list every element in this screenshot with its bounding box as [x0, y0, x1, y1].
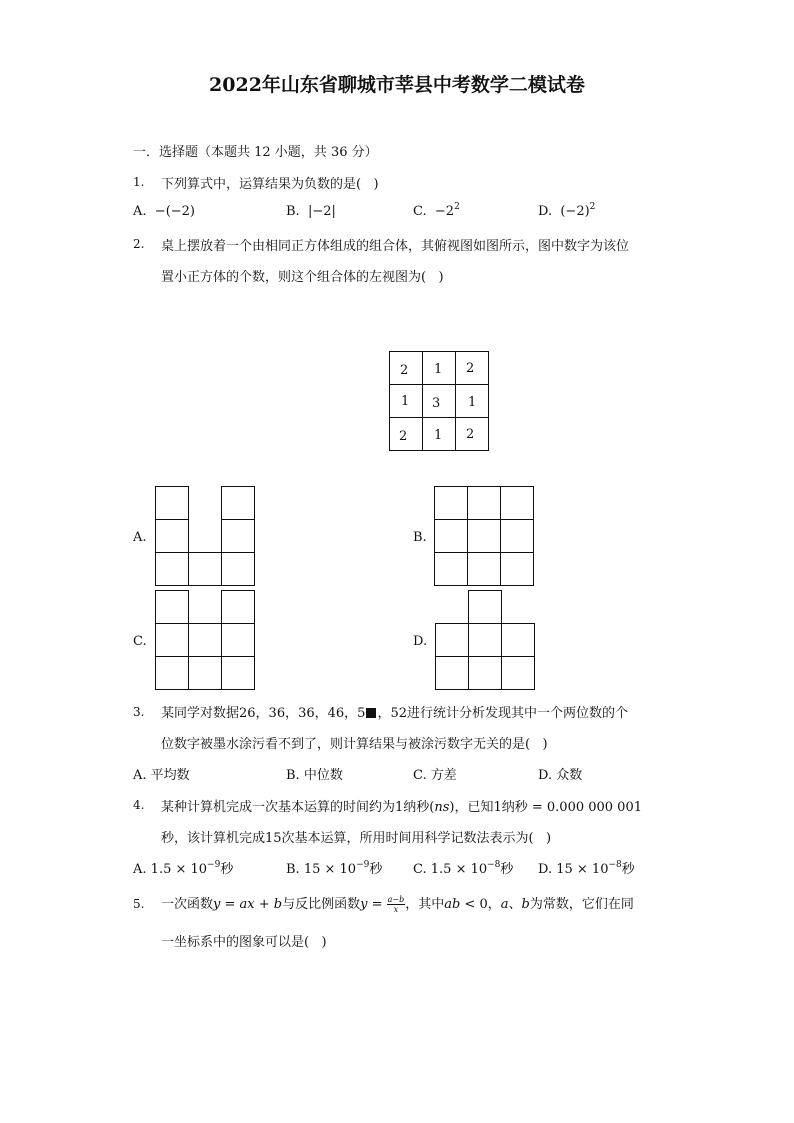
q1-option-a[interactable]	[133, 204, 195, 219]
fraction-numerator: a−b	[387, 895, 405, 904]
q3-option-d[interactable]	[538, 764, 582, 783]
q5-fraction	[387, 895, 406, 914]
q1-option-d[interactable]	[538, 204, 595, 219]
grid-cell-value: 1	[434, 428, 443, 443]
option-unit: 秒	[220, 862, 234, 877]
q4-option-a[interactable]	[133, 858, 233, 877]
option-text: 中位数	[303, 768, 343, 783]
grid-cell-value: 1	[434, 362, 443, 377]
page-title: 2022年山东省聊城市莘县中考数学二模试卷	[209, 74, 585, 96]
q5-formula-linear: y = ax + b	[213, 897, 283, 912]
question-1-number: 1.	[133, 175, 145, 189]
question-2-line-2: 置小正方体的个数，则这个组合体的左视图为( )	[161, 270, 444, 285]
grid-cell-value: 3	[432, 396, 441, 411]
q5-var-ab: ab	[444, 897, 461, 912]
option-text: 平均数	[150, 768, 190, 783]
q4-option-b[interactable]	[286, 858, 382, 877]
option-text: 方差	[430, 768, 457, 783]
top-view-grid	[389, 351, 489, 451]
q2-option-b-label[interactable]: B.	[413, 530, 427, 545]
q5-var-a: a	[500, 897, 509, 912]
question-5-line-1	[161, 893, 634, 914]
q2-option-b-figure[interactable]	[434, 486, 534, 586]
q3-option-b[interactable]	[286, 764, 343, 783]
question-5-line-2: 一坐标系中的图象可以是( )	[161, 935, 327, 950]
option-label: A.	[133, 862, 147, 877]
option-label: B.	[286, 862, 300, 877]
option-text: −(−2)	[154, 204, 195, 219]
question-4-line-1	[161, 796, 642, 815]
exponent: −9	[207, 860, 221, 870]
q5-text: < 0，	[460, 897, 501, 912]
option-label: D.	[538, 204, 553, 219]
q2-option-a-label[interactable]: A.	[133, 530, 147, 545]
exponent: −8	[608, 860, 622, 870]
exponent: −8	[487, 860, 501, 870]
option-unit: 秒	[369, 862, 383, 877]
unit-ns: ns	[434, 800, 450, 815]
option-label: A.	[133, 204, 147, 219]
option-base: 15 × 10	[303, 862, 357, 877]
q4-option-c[interactable]	[413, 858, 513, 877]
grid-cell-value: 2	[399, 429, 408, 444]
q2-option-d-figure[interactable]	[435, 590, 535, 690]
grid-cell-value: 2	[400, 363, 409, 378]
section-heading: 一．选择题（本题共 12 小题，共 36 分）	[133, 145, 378, 160]
q2-option-a-figure[interactable]	[154, 486, 255, 586]
option-label: C.	[413, 862, 427, 877]
question-4-text-a: 某种计算机完成一次基本运算的时间约为1纳秒(	[161, 800, 435, 815]
grid-cell-value: 1	[468, 395, 477, 410]
q2-option-c-label[interactable]: C.	[133, 634, 147, 649]
option-base: 1.5 × 10	[430, 862, 488, 877]
exponent: −9	[356, 860, 370, 870]
question-3-line-1	[161, 702, 628, 721]
ink-blot-icon	[366, 708, 376, 718]
question-4-line-2: 秒，该计算机完成15次基本运算，所用时间用科学记数法表示为( )	[161, 831, 552, 846]
q1-option-b[interactable]	[286, 204, 336, 219]
q5-text: 一次函数	[161, 897, 214, 912]
option-label: C.	[413, 204, 427, 219]
q5-text: 、	[508, 897, 522, 912]
q5-text: ，其中	[405, 897, 445, 912]
q5-text: 与反比例函数	[282, 897, 361, 912]
q2-option-c-figure[interactable]	[154, 590, 255, 690]
question-5-number: 5.	[133, 897, 145, 911]
q5-var-b: b	[521, 897, 530, 912]
q3-option-a[interactable]	[133, 764, 190, 783]
option-text: −2	[434, 204, 455, 219]
option-text: 众数	[556, 768, 583, 783]
option-unit: 秒	[500, 862, 514, 877]
option-text: |−2|	[307, 204, 336, 219]
question-1-stem: 下列算式中，运算结果为负数的是( )	[161, 177, 379, 192]
grid-cell-value: 2	[466, 361, 475, 376]
q4-option-d[interactable]	[538, 858, 635, 877]
q5-text: 为常数，它们在同	[529, 897, 634, 912]
question-3-number: 3.	[133, 705, 145, 719]
option-base: 15 × 10	[556, 862, 609, 877]
option-label: D.	[538, 862, 553, 877]
question-3-line-2: 位数字被墨水涂污看不到了，则计算结果与被涂污数字无关的是( )	[161, 737, 548, 752]
question-4-number: 4.	[133, 798, 145, 812]
question-4-text-b: )，已知1纳秒 = 0.000 000 001	[449, 800, 642, 815]
question-2-number: 2.	[133, 237, 145, 251]
question-3-text-a: 某同学对数据26，36，36，46，5	[161, 706, 366, 721]
option-base: 1.5 × 10	[150, 862, 208, 877]
option-unit: 秒	[621, 862, 635, 877]
option-label: B.	[286, 204, 300, 219]
exponent: 2	[589, 202, 596, 212]
fraction-denominator: x	[393, 905, 399, 914]
question-3-text-b: ，52进行统计分析发现其中一个两位数的个	[377, 706, 628, 721]
grid-cell-value: 1	[401, 394, 410, 409]
option-label: B.	[286, 768, 300, 783]
option-label: C.	[413, 768, 427, 783]
question-2-line-1: 桌上摆放着一个由相同正方体组成的组合体，其俯视图如图所示，图中数字为该位	[161, 239, 630, 254]
q2-option-d-label[interactable]: D.	[413, 634, 428, 649]
q3-option-c[interactable]	[413, 764, 457, 783]
q5-formula-inverse: y =	[360, 897, 387, 912]
option-text: (−2)	[560, 204, 590, 219]
exponent: 2	[454, 202, 460, 212]
option-label: A.	[133, 768, 147, 783]
q1-option-c[interactable]	[413, 204, 460, 219]
grid-cell-value: 2	[466, 427, 475, 442]
option-label: D.	[538, 768, 553, 783]
